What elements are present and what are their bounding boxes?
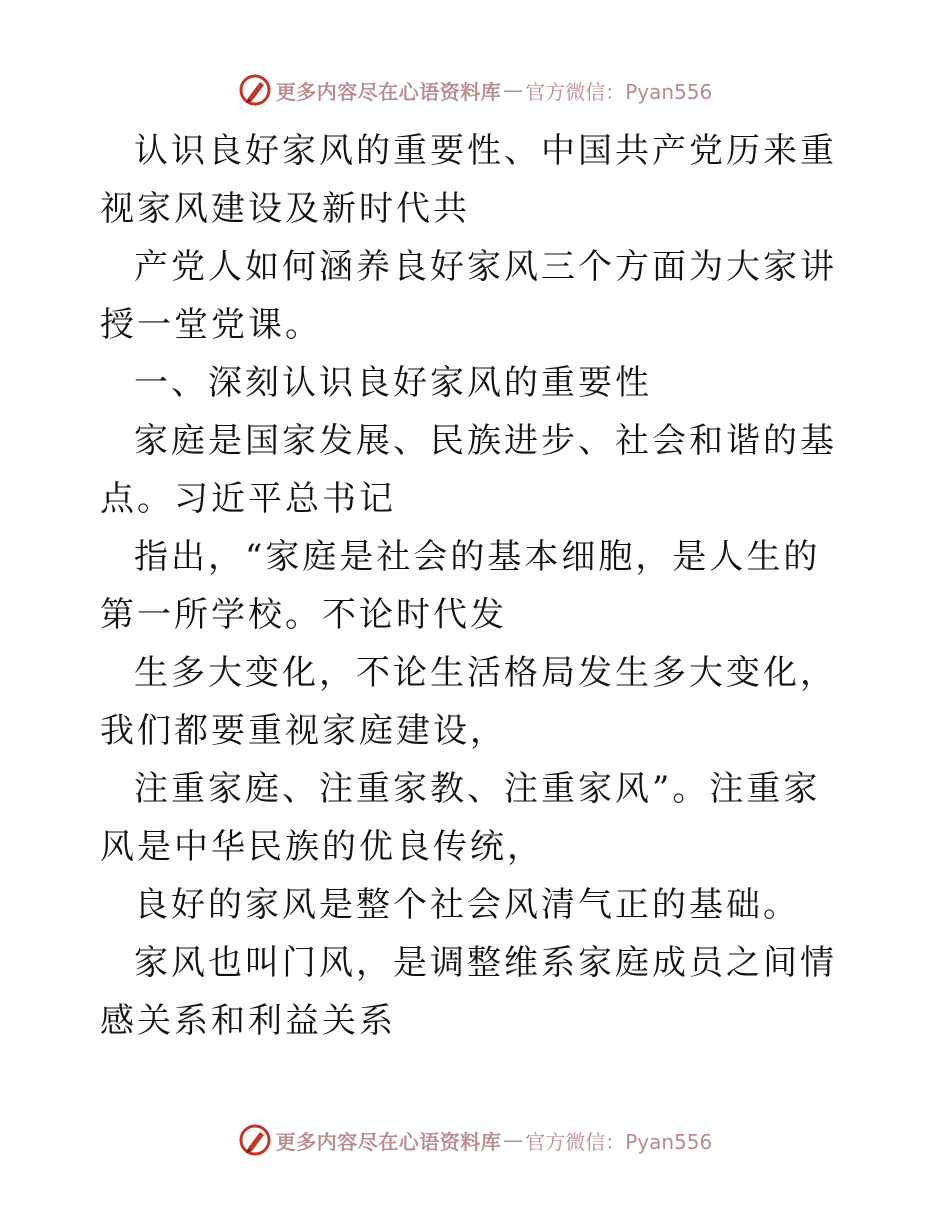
footer-wechat-text: 官方微信：Pyan556 xyxy=(525,1129,713,1154)
document-body xyxy=(100,122,852,1050)
paragraph: 认识良好家风的重要性、中国共产党历来重视家风建设及新时代共 xyxy=(100,131,837,229)
section-heading: 一、深刻认识良好家风的重要性 xyxy=(134,363,652,403)
header-separator: — xyxy=(503,78,524,102)
footer-separator: — xyxy=(503,1128,524,1152)
paragraph: 家风也叫门风，是调整维系家庭成员之间情感关系和利益关系 xyxy=(100,943,837,1041)
pen-logo-icon xyxy=(238,1123,272,1157)
paragraph: 生多大变化，不论生活格局发生多大变化，我们都要重视家庭建设， xyxy=(100,653,837,751)
footer-watermark xyxy=(0,1120,950,1160)
footer-promo-text: 更多内容尽在心语资料库 xyxy=(275,1129,502,1154)
paragraph: 家庭是国家发展、民族进步、社会和谐的基点。习近平总书记 xyxy=(100,421,837,519)
paragraph: 注重家庭、注重家教、注重家风”。注重家风是中华民族的优良传统， xyxy=(100,769,821,867)
paragraph: 良好的家风是整个社会风清气正的基础。 xyxy=(134,885,800,925)
pen-logo-icon xyxy=(238,73,272,107)
header-wechat-text: 官方微信：Pyan556 xyxy=(525,79,713,104)
header-watermark xyxy=(0,70,950,110)
paragraph: 指出，“家庭是社会的基本细胞，是人生的第一所学校。不论时代发 xyxy=(100,537,821,635)
header-promo-text: 更多内容尽在心语资料库 xyxy=(275,79,502,104)
paragraph: 产党人如何涵养良好家风三个方面为大家讲授一堂党课。 xyxy=(100,247,837,345)
